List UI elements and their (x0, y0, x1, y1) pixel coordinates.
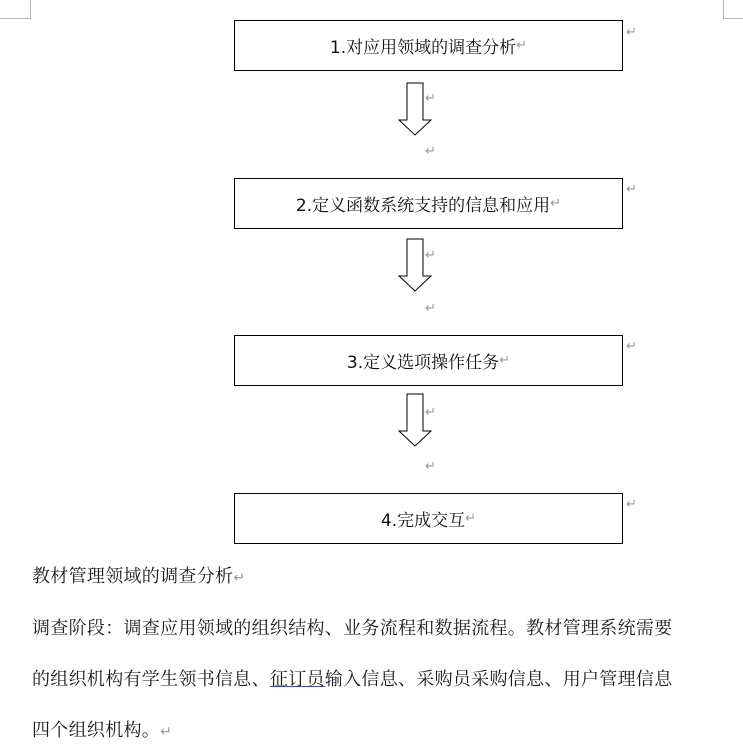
flow-step-2-label: 2.定义函数系统支持的信息和应用 (295, 196, 551, 216)
flow-step-4-label: 4.完成交互 (380, 511, 466, 531)
paragraph-mark-icon: ↵ (626, 497, 637, 512)
down-arrow-icon (398, 238, 432, 292)
underlined-term[interactable]: 征订员 (269, 669, 325, 690)
body-paragraph-line-1: 调查阶段：调查应用领域的组织结构、业务流程和数据流程。教材管理系统需要 (32, 618, 673, 639)
paragraph-mark-icon: ↵ (425, 91, 436, 106)
down-arrow-icon (398, 393, 432, 447)
page-corner-marker-top-left (0, 0, 31, 19)
paragraph-mark-icon: ↵ (425, 144, 436, 159)
page-corner-marker-top-right (723, 0, 743, 19)
flow-step-2-box[interactable] (234, 178, 623, 229)
flow-step-4-box[interactable] (234, 493, 623, 544)
paragraph-mark-icon: ↵ (626, 339, 637, 354)
body-paragraph-line-3: 四个组织机构。↵ (32, 720, 173, 741)
paragraph-mark-icon: ↵ (550, 196, 562, 211)
paragraph-mark-icon: ↵ (425, 301, 436, 316)
body-paragraph-line-2: 的组织机构有学生领书信息、征订员输入信息、采购员采购信息、用户管理信息 (32, 669, 673, 690)
paragraph-mark-icon: ↵ (626, 182, 637, 197)
paragraph-mark-icon: ↵ (516, 38, 528, 53)
paragraph-mark-icon: ↵ (425, 405, 436, 420)
flow-step-1-label: 1.对应用领域的调查分析 (329, 38, 517, 58)
flow-step-1-box[interactable] (234, 20, 623, 71)
section-heading: 教材管理领域的调查分析↵ (32, 566, 246, 587)
paragraph-mark-icon: ↵ (465, 511, 477, 526)
paragraph-mark-icon: ↵ (499, 353, 511, 368)
flow-step-3-box[interactable] (234, 335, 623, 386)
paragraph-mark-icon: ↵ (626, 25, 637, 40)
paragraph-mark-icon: ↵ (425, 248, 436, 263)
paragraph-mark-icon: ↵ (160, 724, 173, 740)
paragraph-mark-icon: ↵ (233, 570, 246, 586)
paragraph-mark-icon: ↵ (425, 459, 436, 474)
flow-step-3-label: 3.定义选项操作任务 (346, 353, 500, 373)
